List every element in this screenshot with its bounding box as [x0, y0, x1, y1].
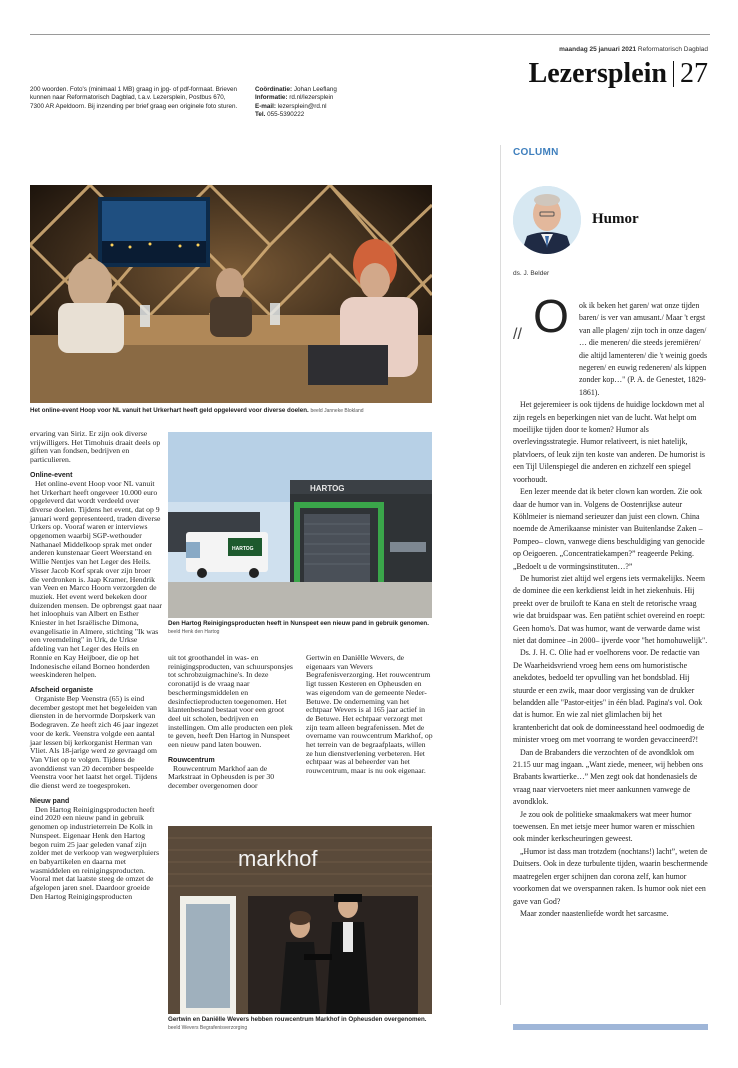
contact-row: [255, 103, 455, 111]
column-body: [513, 300, 708, 920]
markhof-photo: [168, 826, 432, 1014]
column-label: COLUMN: [513, 147, 559, 158]
author-avatar: [513, 186, 581, 254]
contact-row: [255, 94, 455, 102]
van-sign: HARTOG: [232, 546, 254, 552]
column-paragraph: Ds. J. H. C. Olie had er voelhorens voor. De redactie van De Waarheidsvriend vroeg hem eens om humoristische anekdotes, bedoeld ter opvulling van het bondsblad. Hij stuurde er een zwik, maar door vergissing van de drukker belandden alle "Pastor-eitjes" in één blad. Pagina's vol. Ook dat is humor. En wie zal niet glimlachen bij het krantenbericht dat ook de domineesstand heel oodmoedig de minister vroeg om met voorrang te worden gevaccineerd?!: [513, 648, 705, 745]
contact-label: Informatie:: [255, 94, 288, 102]
article-column-1: [30, 430, 162, 901]
article-paragraph: uit tot groothandel in was- en reinigingsproducten, van schuursponsjes tot schrobzuigmachine's. In deze coronatijd is de vraag naar beschermingsmiddelen en desinfectieproducten toegenomen. Het klantenbestand bestaat voor een groot deel uit scholen, bedrijven en instellingen. Om alle producten een plek te geven, heeft Den Hartog in Nunspeet een nieuw pand laten bouwen.: [168, 653, 293, 750]
markhof-sign: markhof: [238, 846, 318, 871]
section-separator: [673, 61, 674, 87]
main-photo-caption: [30, 407, 432, 415]
photo-credit: beeld Janneke Blokland: [310, 408, 364, 414]
column-paragraph: De humorist ziet altijd wel ergens iets vermakelijks. Neem de dominee die een kerkdienst leidt in het ziekenhuis. Hij preekt over de bruiloft te Kana en stelt de retorische vraag wie dat bruidspaar was. Een patiënt schiet overeind en roept: Geen homo's. Dat was humor, want de verwarde dame wist niet dat dominee –in 2000– ijverde voor "het homohuwelijk".: [513, 573, 708, 645]
date: maandag 25 januari 2021: [559, 46, 637, 53]
main-photo: [30, 185, 432, 403]
hartog-photo: [168, 432, 432, 618]
photo-credit: beeld Henk den Hartog: [168, 629, 220, 635]
markhof-photo-caption: [168, 1016, 432, 1032]
column-paragraph: Maar zonder naastenliefde wordt het sarcasme.: [520, 908, 669, 918]
author-portrait: [513, 186, 581, 254]
contact-label: Coördinatie:: [255, 86, 293, 93]
drop-cap: O: [533, 290, 569, 342]
contact-value[interactable]: lezersplein@rd.nl: [277, 102, 327, 110]
photo-credit: beeld Wevers Begrafenisverzorging: [168, 1025, 248, 1031]
hartog-photo-illustration: [168, 432, 432, 618]
article-paragraph: Gertwin en Daniëlle Wevers, de eigenaars van Wevers Begrafenisverzorging. Het rouwcentrum ligt tussen Kesteren en Opheusden en was eigendom van de gemeente Neder-Betuwe. De onderneming van het echtpaar Wevers is al 165 jaar actief in de Betuwe. Het echtpaar verzorgt met zijn team alleen begrafenissen. Met de overname van rouwcentrum Markhof, op het terrein van de begraafplaats, willen ze hun dienstverlening verbeteren. Het echtpaar was al beheerder van het rouwcentrum, maar is nu ook eigenaar.: [306, 653, 433, 776]
markhof-photo-illustration: [168, 826, 432, 1014]
article-paragraph: Den Hartog Reinigingsproducten heeft eind 2020 een nieuw pand in gebruik genomen op industrieterrein De Kolk in Nunspeet. Eigenaar Henk den Hartog begon ruim 25 jaar geleden vanaf zijn zolder met de verkoop van wegwerpluiers en babyartikelen en daarna met wasmiddelen en reinigingsproducten. Vooral met dat laatste steeg de omzet de afgelopen jaren snel. Daardoor groeide Den Hartog Reinigingsproducten: [30, 804, 160, 901]
caption-text: Gertwin en Daniëlle Wevers hebben rouwcentrum Markhof in Opheusden overgenomen.: [168, 1016, 427, 1023]
caption-text: Den Hartog Reinigingsproducten heeft in Nunspeet een nieuw pand in gebruik genomen.: [168, 620, 429, 627]
subheading: Afscheid organiste: [30, 686, 94, 694]
section-name: Lezersplein: [528, 58, 667, 89]
contact-row: [255, 86, 455, 94]
contact-value: Johan Leeflang: [293, 86, 337, 93]
main-photo-illustration: [30, 185, 432, 403]
subheading: Nieuw pand: [30, 797, 70, 805]
article-column-2: [168, 654, 296, 791]
column-lead-paragraph: ok ik beken het garen/ wat onze tijden baren/ is ver van amusant./ Maar 't ergst van alle plagen/ zijn toch in onze dagen/ … die meneren/ die steeds jeremiëren/ die altijd lamenteren/ die 't weinig goeds negeren/ en euwig redeneren/ als kippen zonder kop…" (P. A. de Genestet, 1829-1861).: [579, 301, 708, 397]
column-paragraph: „Humor ist dass man trotzdem (nochtans!) lacht”, weten de Duitsers. Ook in deze turbulente tijden, waarin beschermende maatregelen erger schijnen dan corona zelf, kan humor voorkomen dat we overspannen raken. Is humor ook niet een gave van God?: [513, 846, 708, 906]
article-paragraph: ervaring van Siriz. Er zijn ook diverse vrijwilligers. Het Timohuis draait deels op giften van fondsen, bedrijven en particulieren.: [30, 429, 161, 465]
contact-value: 055-5390222: [267, 111, 305, 119]
page-number: 27: [680, 58, 708, 89]
subheading: Rouwcentrum: [168, 756, 215, 764]
quote-mark: //: [513, 326, 522, 343]
submission-info: 200 woorden. Foto's (minimaal 1 MB) graag in jpg- of pdf-formaat. Brieven kunnen naar Reformatorisch Dagblad, t.a.v. Lezersplein, Postbus 670, 7300 AR Apeldoorn. Bij inzending per brief graag een originele foto sturen.: [30, 86, 238, 110]
contact-info: [255, 86, 455, 120]
top-rule: [30, 34, 710, 35]
caption-text: Het online-event Hoop voor NL vanuit het Urkerhart heeft geld opgeleverd voor diverse doelen.: [30, 407, 309, 414]
article-paragraph: Organiste Bep Veenstra (65) is eind december gestopt met het begeleiden van diensten in de hervormde Dorpskerk van Bodegraven. Ze heeft zich 46 jaar ingezet voor de kerk. Veenstra volgde een aantal jaar lessen bij kerkorganist Herman van Vliet. Als 18-jarige werd ze gevraagd om Van Vliet op te volgen. Tijdens de avonddienst van 20 december bespeelde Veenstra voor het laatst het orgel. Tijdens die dienst werd ze toegesproken.: [30, 693, 159, 791]
column-paragraph: Een lezer meende dat ik beter clown kan worden. Zie ook daar de humor van in. Volgens de Oostenrijkse auteur Köhlmeier is niemand serieuzer dan juist een clown. China noemde de Amerikaanse minister van Buitenlandse Zaken –Pompeo– clown, vanwege diens beschuldiging van genocide op Oeigoeren. „Concentratiekampen?” reageerde Peking. „Bedoelt u de vormingsinstituten…?”: [513, 487, 705, 571]
contact-value[interactable]: rd.nl/lezersplein: [289, 94, 334, 102]
section-heading: [529, 58, 708, 90]
column-divider: [500, 145, 501, 1005]
column-author: ds. J. Belder: [513, 270, 550, 277]
article-column-3: [306, 654, 434, 776]
paper-name: Reformatorisch Dagblad: [637, 46, 708, 53]
article-paragraph: Het online-event Hoop voor NL vanuit het Urkerhart heeft ongeveer 10.000 euro opgeleverd dat wordt verdeeld over diverse doelen. Tijdens het event, dat op 9 januari werd gepresenteerd, traden diverse Urkers op. Vooraf waren er interviews opgenomen waarbij SGP-wethouder Nathanael Middelkoop sprak met onder anderen kunstenaar Geert Weerstand en Willie Nentjes van het Leger des Heils. Visser Jacob Korf sprak over zijn broer die verdronken is. Jaap Kramer, Hendrik van Veen en Marco Hoorn verzorgden de muziek. Het event werd bekeken door duizenden mensen. De opbrengst gaat naar het inloophuis van Albert en Esther Kniester in het Israëlische Dimona, evangelisatie in Almere, stichting "Ik was een vreemdeling" in Urk, de Urkse afdeling van het Leger des Heils en Ronnie en Kay Heijboer, die op het Indonesische eiland Borneo honderden weeskinderen helpen.: [30, 478, 162, 680]
column-paragraph: Dan de Brabanders die verzochten of de avondklok om 21.15 uur mag ingaan. „Want ziede, meneer, wij hebben ons Brabants kwartierke…” Men zegt ook dat hondenasiels de vraag naar viervoeters niet meer aankunnen vanwege de avondklok.: [513, 747, 703, 807]
contact-row: [255, 111, 455, 119]
column-title: Humor: [592, 211, 639, 227]
dateline: [559, 46, 708, 53]
column-paragraph: Je zou ook de politieke smaakmakers wat meer humor toewensen. En met ietsje meer humor waren er misschien ook minder kerkscheuringen geweest.: [513, 809, 695, 844]
contact-label: E-mail:: [255, 102, 276, 110]
hartog-photo-caption: [168, 620, 432, 636]
column-paragraph: Het gejeremieer is ook tijdens de huidige lockdown met al zijn regels en beperkingen niet van de lucht. Wat helpt om moeilijke tijden door te komen? Humor als overlevingsstrategie. Humor relativeert, is niet hatelijk, platvloers, of leuk zijn ten koste van anderen. De humorist is een Tijl Uilenspiegel die anderen en zichzelf een spiegel voorhoudt.: [513, 400, 705, 484]
contact-label: Tel.: [255, 111, 266, 119]
subheading: Online-event: [30, 471, 73, 479]
article-paragraph: Rouwcentrum Markhof aan de Markstraat in Opheusden is per 30 december overgenomen door: [168, 763, 275, 791]
building-sign: HARTOG: [310, 484, 345, 493]
column-footer-bar: [513, 1024, 708, 1030]
